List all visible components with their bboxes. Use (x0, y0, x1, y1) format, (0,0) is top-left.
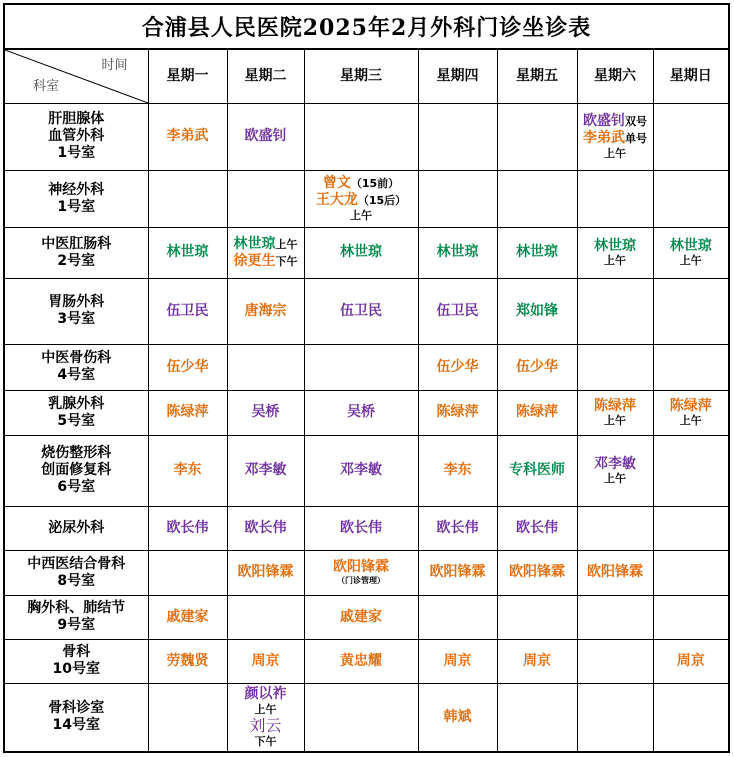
doctor-cell: 李东 (418, 435, 497, 506)
empty-cell (148, 683, 227, 751)
doctor-cell: 郑如锋 (497, 278, 577, 344)
empty-cell (653, 435, 728, 506)
doctor-cell (577, 390, 653, 435)
doctor-name: 林世琼 (233, 235, 276, 252)
dept-room: 3号室 (57, 311, 96, 327)
dept-cell (5, 344, 148, 390)
empty-cell (304, 103, 418, 170)
dept-room: 4号室 (57, 367, 96, 383)
dept-name-line: 胃肠外科 (48, 294, 105, 311)
empty-cell (497, 170, 577, 227)
day-header-thu: 星期四 (418, 50, 497, 103)
dept-name-line: 胸外科、肺结节 (27, 600, 126, 617)
dept-name-line: 中医骨伤科 (41, 350, 112, 367)
dept-name-line: 骨科诊室 (48, 700, 105, 717)
day-header-fri: 星期五 (497, 50, 577, 103)
table-row (5, 278, 728, 344)
shift-note: 上午 (604, 472, 626, 486)
doctor-cell: 周京 (653, 639, 728, 683)
table-row (5, 435, 728, 506)
dept-room: 1号室 (57, 198, 96, 215)
shift-note: 下午 (254, 735, 277, 749)
day-header-mon: 星期一 (148, 50, 227, 103)
corner-time-label: 时间 (101, 58, 128, 73)
dept-cell (5, 278, 148, 344)
doctor-cell: 伍少华 (418, 344, 497, 390)
empty-cell (653, 595, 728, 639)
dept-name-line: 血管外科 (48, 128, 105, 145)
dept-room: 2号室 (57, 252, 96, 269)
doctor-name: 刘云 (249, 716, 282, 736)
empty-cell (304, 344, 418, 390)
table-row (5, 595, 728, 639)
empty-cell (577, 170, 653, 227)
empty-cell (497, 595, 577, 639)
doctor-name: 邓李敏 (594, 455, 636, 472)
empty-cell (653, 550, 728, 595)
corner-header-cell (5, 50, 148, 103)
empty-cell (418, 170, 497, 227)
doctor-cell: 邓李敏 (227, 435, 304, 506)
doctor-cell: 戚建家 (148, 595, 227, 639)
dept-name-line: 神经外科 (48, 181, 105, 198)
doctor-name: 林世琼 (594, 237, 636, 254)
doctor-name: 颜以祚 (244, 686, 287, 703)
day-header-tue: 星期二 (227, 50, 304, 103)
header-row (5, 50, 728, 103)
shift-note: 上午 (679, 414, 702, 428)
doctor-cell (304, 550, 418, 595)
shift-note: 上午 (350, 208, 372, 222)
dept-room: 5号室 (57, 412, 96, 429)
doctor-cell: 周京 (418, 639, 497, 683)
schedule-sheet (3, 3, 730, 753)
shift-note: 上午 (604, 254, 626, 268)
table-row (5, 344, 728, 390)
dept-room: 9号室 (57, 617, 96, 633)
dept-name-line: 创面修复科 (41, 462, 112, 479)
dept-name-line: 骨科 (62, 644, 91, 661)
empty-cell (653, 170, 728, 227)
doctor-cell: 邓李敏 (304, 435, 418, 506)
doctor-cell (653, 227, 728, 278)
shift-note: （门诊管理） (337, 576, 385, 586)
dept-cell (5, 103, 148, 170)
shift-note: 上午 (254, 702, 277, 716)
schedule-title: 合浦县人民医院2025年2月外科门诊坐诊表 (5, 5, 728, 50)
shift-note: （15前） (350, 177, 400, 191)
dept-name-line: 肝胆腺体 (48, 111, 105, 128)
doctor-cell: 黄忠耀 (304, 639, 418, 683)
doctor-cell: 伍少华 (497, 344, 577, 390)
dept-name-line: 泌尿外科 (48, 519, 105, 536)
shift-note: 下午 (275, 254, 298, 268)
dept-room: 14号室 (52, 717, 100, 734)
doctor-cell (227, 683, 304, 751)
dept-cell (5, 506, 148, 550)
doctor-cell: 欧阳锋霖 (497, 550, 577, 595)
doctor-cell: 欧长伟 (227, 506, 304, 550)
doctor-cell (577, 227, 653, 278)
table-row (5, 390, 728, 435)
shift-note: （15后） (357, 193, 407, 207)
doctor-name: 欧盛钊 (583, 113, 625, 130)
doctor-cell: 林世琼 (497, 227, 577, 278)
doctor-cell: 吴桥 (304, 390, 418, 435)
table-row (5, 227, 728, 278)
doctor-cell: 李弟武 (148, 103, 227, 170)
empty-cell (653, 344, 728, 390)
doctor-cell: 劳魏贤 (148, 639, 227, 683)
day-header-sat: 星期六 (577, 50, 653, 103)
dept-room: 1号室 (57, 144, 96, 161)
doctor-cell (227, 227, 304, 278)
shift-note: 上午 (275, 237, 298, 251)
empty-cell (577, 683, 653, 751)
doctor-name: 欧阳锋霖 (333, 559, 389, 576)
table-row (5, 506, 728, 550)
doctor-cell: 周京 (497, 639, 577, 683)
doctor-cell: 戚建家 (304, 595, 418, 639)
empty-cell (227, 595, 304, 639)
dept-name-line: 中医肛肠科 (41, 235, 112, 252)
empty-cell (577, 344, 653, 390)
doctor-cell: 欧长伟 (497, 506, 577, 550)
table-row (5, 639, 728, 683)
day-header-wed: 星期三 (304, 50, 418, 103)
shift-note: 单号 (625, 131, 647, 145)
corner-dept-label: 科室 (33, 78, 60, 94)
table-row (5, 103, 728, 170)
doctor-cell: 林世琼 (148, 227, 227, 278)
dept-cell (5, 595, 148, 639)
empty-cell (497, 103, 577, 170)
doctor-cell: 周京 (227, 639, 304, 683)
doctor-cell: 陈绿萍 (418, 390, 497, 435)
table-row (5, 683, 728, 751)
empty-cell (653, 683, 728, 751)
doctor-cell: 林世琼 (418, 227, 497, 278)
doctor-name: 陈绿萍 (594, 397, 636, 414)
empty-cell (148, 550, 227, 595)
doctor-cell: 伍卫民 (418, 278, 497, 344)
day-header-sun: 星期日 (653, 50, 728, 103)
doctor-cell: 专科医师 (497, 435, 577, 506)
doctor-cell: 欧阳锋霖 (227, 550, 304, 595)
dept-cell (5, 170, 148, 227)
empty-cell (577, 639, 653, 683)
empty-cell (653, 278, 728, 344)
dept-name-line: 中西医结合骨科 (27, 555, 126, 572)
doctor-name: 李弟武 (583, 129, 625, 146)
doctor-cell: 欧阳锋霖 (577, 550, 653, 595)
empty-cell (304, 683, 418, 751)
empty-cell (227, 170, 304, 227)
doctor-cell: 李东 (148, 435, 227, 506)
doctor-cell: 欧阳锋霖 (418, 550, 497, 595)
dept-name-line: 烧伤整形科 (41, 445, 112, 462)
empty-cell (497, 683, 577, 751)
dept-room: 10号室 (52, 661, 100, 677)
empty-cell (227, 344, 304, 390)
shift-note: 上午 (604, 414, 626, 428)
shift-note: 上午 (604, 146, 626, 160)
shift-note: 上午 (679, 254, 702, 268)
dept-cell (5, 639, 148, 683)
doctor-cell: 陈绿萍 (148, 390, 227, 435)
empty-cell (653, 506, 728, 550)
doctor-cell: 吴桥 (227, 390, 304, 435)
empty-cell (418, 103, 497, 170)
doctor-cell: 欧长伟 (148, 506, 227, 550)
empty-cell (577, 595, 653, 639)
dept-cell (5, 683, 148, 751)
dept-name-line: 乳腺外科 (48, 395, 105, 412)
shift-note: 双号 (625, 115, 647, 129)
doctor-cell: 林世琼 (304, 227, 418, 278)
doctor-cell (577, 435, 653, 506)
doctor-cell (653, 390, 728, 435)
doctor-cell: 唐海宗 (227, 278, 304, 344)
doctor-name: 林世琼 (669, 237, 712, 254)
doctor-cell: 伍卫民 (148, 278, 227, 344)
dept-room: 6号室 (57, 478, 96, 495)
doctor-cell: 伍卫民 (304, 278, 418, 344)
doctor-cell: 伍少华 (148, 344, 227, 390)
empty-cell (653, 103, 728, 170)
doctor-name: 曾文 (322, 175, 351, 192)
table-row (5, 550, 728, 595)
schedule-table (5, 50, 728, 751)
dept-cell (5, 550, 148, 595)
empty-cell (577, 506, 653, 550)
doctor-cell: 陈绿萍 (497, 390, 577, 435)
doctor-cell: 欧长伟 (304, 506, 418, 550)
doctor-cell: 韩斌 (418, 683, 497, 751)
dept-room: 8号室 (57, 572, 96, 589)
doctor-name: 陈绿萍 (669, 397, 712, 414)
empty-cell (577, 278, 653, 344)
empty-cell (418, 595, 497, 639)
doctor-cell: 欧长伟 (418, 506, 497, 550)
dept-cell (5, 435, 148, 506)
doctor-cell: 欧盛钊 (227, 103, 304, 170)
doctor-cell (304, 170, 418, 227)
doctor-name: 王大龙 (315, 191, 358, 208)
doctor-name: 徐更生 (233, 252, 276, 269)
dept-cell (5, 227, 148, 278)
dept-cell (5, 390, 148, 435)
table-row (5, 170, 728, 227)
doctor-cell (577, 103, 653, 170)
empty-cell (148, 170, 227, 227)
